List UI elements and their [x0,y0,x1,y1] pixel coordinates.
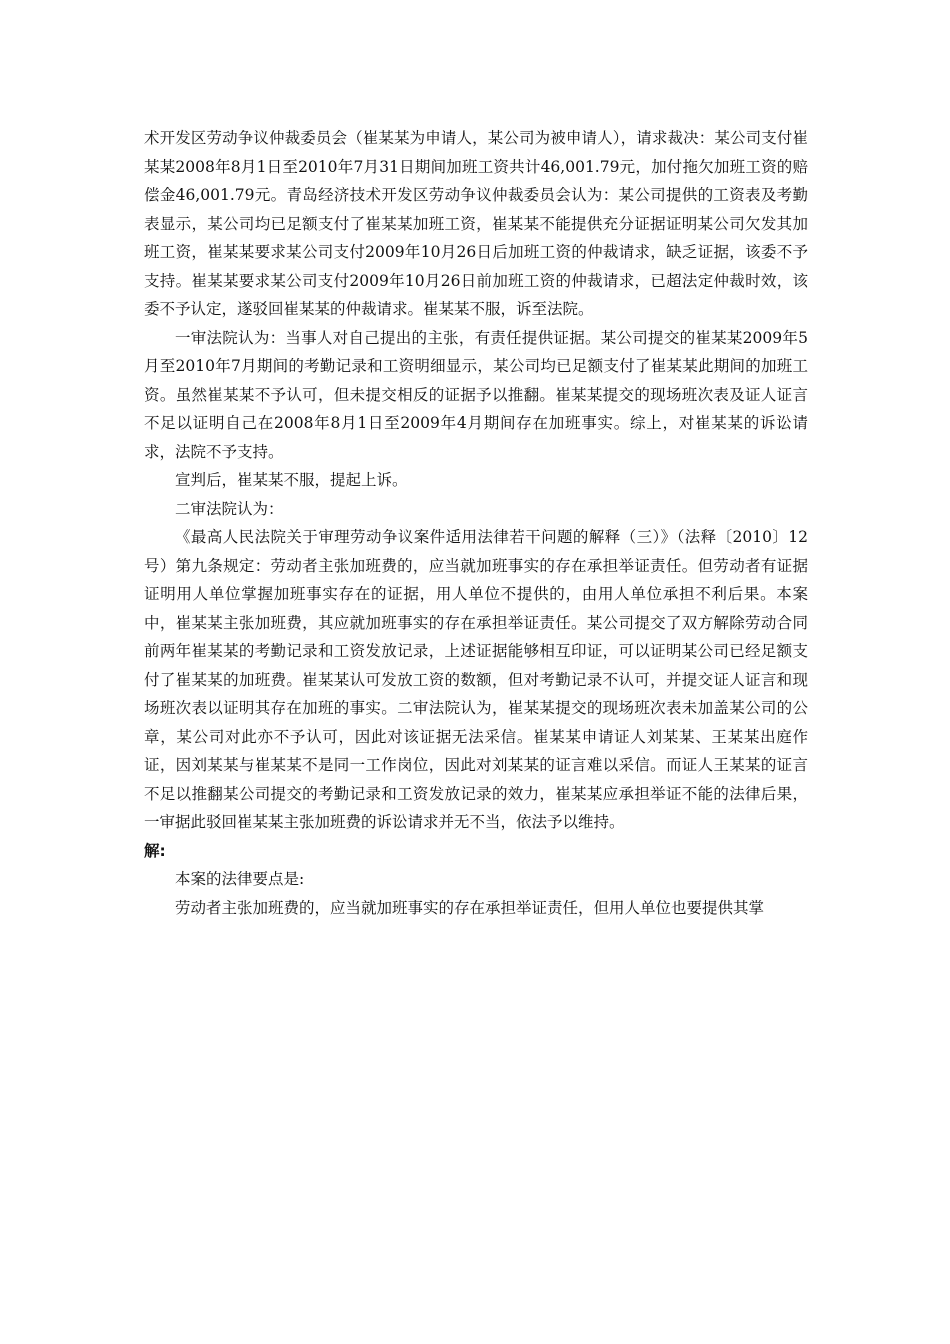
document-page [144,124,808,922]
paragraph-legal-points: 劳动者主张加班费的，应当就加班事实的存在承担举证责任，但用人单位也要提供其掌 [175,898,765,917]
paragraph-second-instance-intro: 二审法院认为： [175,499,284,518]
paragraph-first-instance: 一审法院认为：当事人对自己提出的主张，有责任提供证据。某公司提交的崔某某2009年5月至2010年7月期间的考勤记录和工资明细显示，某公司均已足额支付了崔某某此期间的加班工资。虽然崔某某不予认可，但未提交相反的证据予以推翻。崔某某提交的现场班次表及证人证言不足以证明自己在2008年8月1日至2009年4月期间存在加班事实。综上，对崔某某的诉讼请求，法院不予支持。 [144,328,808,461]
paragraph-second-instance-reasoning: 《最高人民法院关于审理劳动争议案件适用法律若干问题的解释（三）》（法释〔2010〕12号）第九条规定：劳动者主张加班费的，应当就加班事实的存在承担举证责任。但劳动者有证据证明用人单位掌握加班事实存在的证据，用人单位不提供的，由用人单位承担不利后果。本案中，崔某某主张加班费，其应就加班事实的存在承担举证责任。某公司提交了双方解除劳动合同前两年崔某某的考勤记录和工资发放记录，上述证据能够相互印证，可以证明某公司已经足额支付了崔某某的加班费。崔某某认可发放工资的数额，但对考勤记录不认可，并提交证人证言和现场班次表以证明其存在加班的事实。二审法院认为，崔某某提交的现场班次表未加盖某公司的公章，某公司对此亦不予认可，因此对该证据无法采信。崔某某申请证人刘某某、王某某出庭作证，因刘某某与崔某某不是同一工作岗位，因此对刘某某的证言难以采信。而证人王某某的证言不足以推翻某公司提交的考勤记录和工资发放记录的效力，崔某某应承担举证不能的法律后果，一审据此驳回崔某某主张加班费的诉讼请求并无不当，依法予以维持。 [144,528,808,831]
paragraph-appeal: 宣判后，崔某某不服，提起上诉。 [175,471,408,489]
paragraph-legal-points-intro: 本案的法律要点是: [175,870,305,888]
paragraph-arbitration: 术开发区劳动争议仲裁委员会（崔某某为申请人，某公司为被申请人），请求裁决：某公司支付崔某某2008年8月1日至2010年7月31日期间加班工资共计46,001.79元，加付拖欠加班工资的赔偿金46,001.79元。青岛经济技术开发区劳动争议仲裁委员会认为：某公司提供的工资表及考勤表显示，某公司均已足额支付了崔某某加班工资，崔某某不能提供充分证据证明某公司欠发其加班工资，崔某某要求某公司支付2009年10月26日后加班工资的仲裁请求，缺乏证据，该委不予支持。崔某某要求某公司支付2009年10月26日前加班工资的仲裁请求，已超法定仲裁时效，该委不予认定，遂驳回崔某某的仲裁请求。崔某某不服，诉至法院。 [144,129,808,318]
section-heading-solution: 解: [144,841,166,860]
